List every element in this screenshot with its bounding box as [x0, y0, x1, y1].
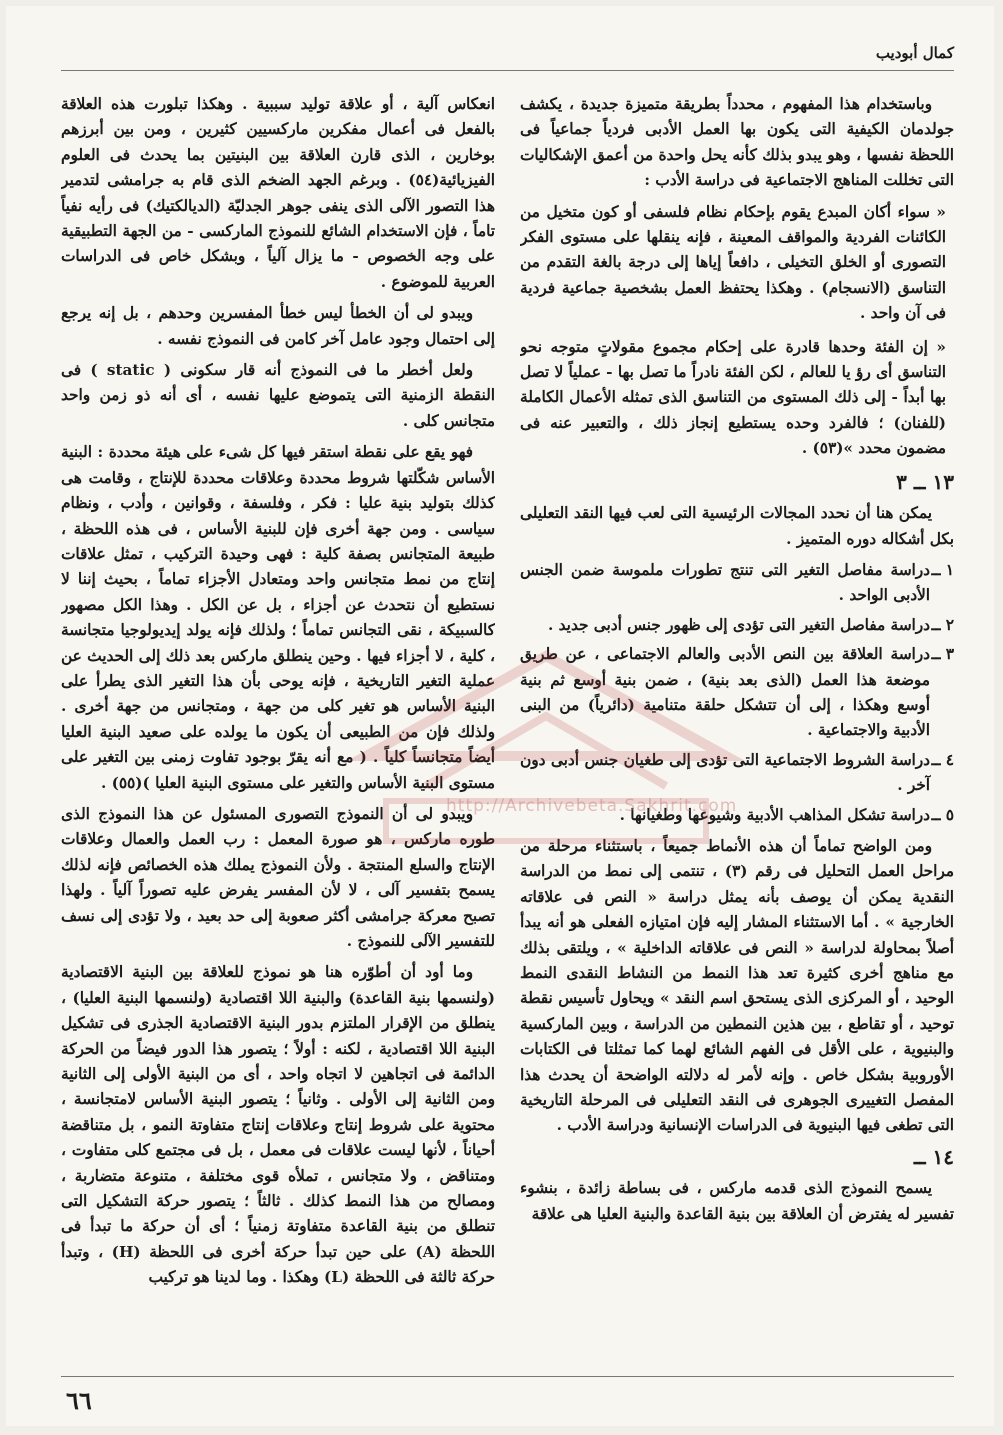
paragraph: ويبدو لى أن الخطأ ليس خطأ المفسرين وحدهم ، بل إنه يرجع إلى احتمال وجود عامل آخر كامن فى النموذج نفسه . [61, 304, 495, 348]
header-divider [61, 70, 954, 71]
paragraph: فهو يقع على نقطة استقر فيها كل شىء على هيئة محددة : البنية الأساس شكّلتها شروط محددة وعلاقات محددة للإنتاج ، وقامت هى كذلك بتوليد بنية عليا : فكر ، وفلسفة ، وقوانين ، وأدب ، ونظام سياسى . ومن جهة أخرى فإن للبنية الأساس ، فى هذه اللحظة ، طبيعة المتجانس بصفة كلية : فهى وحيدة التركيب ، تمثل علاقات إنتاج من نمط متجانس واحد ومتعادل الأجزاء تماماً ، بحيث إننا لا نستطيع أن نتحدث عن أجزاء ، بل عن الكل . وهذا الكل مصهور كالسبيكة ، نقى التجانس تماماً ؛ ولذلك فإنه يولد إيديولوجيا متجانسة ، كلية ، لا أجزاء فيها . وحين ينطلق ماركس بعد ذلك إلى الحديث عن عملية التغير التاريخية ، فإنه يوحى بأن هذا التغير الذى يطرأ على البنية الأساس هو تغير كلى من جهة ، ومتجانس من جهة أخرى . ولذلك فإن من الطبيعى أن يكون ما يولده على صعيد البنية العليا أيضاً متجانساً كلياً . ( مع أنه يقرّ بوجود تفاوت زمنى بين التغير على مستوى البنية الأساس والتغير على مستوى البنية العليا )(٥٥) . [61, 443, 495, 792]
paragraph: انعكاس آلية ، أو علاقة توليد سببية . وهكذا تبلورت هذه العلاقة بالفعل فى أعمال مفكرين ماركسيين كثيرين ، ومن بين أبرزهم بوخارين ، الذى قارن العلاقة بين البنيتين بما يحدث فى العلوم الفيزيائية(٥٤) . وبرغم الجهد الضخم الذى قام به جرامشى لتدمير هذا التصور الآلى الذى ينفى جوهر الجدليّة (الديالكتيك) فى رأيه نفياً تاماً ، فإن الاستخدام الشائع للنموذج الماركسى - من الجهة التطبيقية على وجه الخصوص - ما يزال آلياً ، وبشكل خاص فى الدراسات العربية للموضوع . [61, 95, 495, 291]
page-number: ٦٦ [66, 1386, 92, 1415]
right-column [520, 92, 954, 1362]
paragraph: ويبدو لى أن النموذج التصورى المسئول عن هذا النموذج الذى طوره ماركس ، هو صورة المعمل : رب العمل والعمال وعلاقات الإنتاج والسلع المنتجة . ولأن النموذج يملك هذه الخصائص فإنه لذلك يسمح بتفسير آلى ، لا لأن المفسر يفرض عليه تصوراً آلياً . ولهذا تصبح معركة جرامشى أكثر صعوبة إلى حد بعيد ، ولا تؤدى إلى نسف للتفسير الآلى للنموذج . [61, 804, 495, 950]
section-heading: ١٤ ــ [913, 1144, 954, 1169]
list-text: دراسة العلاقة بين النص الأدبى والعالم الاجتماعى ، عن طريق موضعة هذا العمل (الذى بعد بنية) ، ضمن بنية أوسع ثم بنية أوسع وهكذا ، إلى أن تتشكل حلقة متنامية (دائرياً) من البنى الأدبية والاجتماعية . [520, 645, 930, 740]
list-item [520, 642, 954, 744]
paragraph: ومن الواضح تماماً أن هذه الأنماط جميعاً ، باستثناء مرحلة من مراحل العمل التحليل فى رقم (٣) ، تنتمى إلى نمط من الدراسة النقدية يمكن أن يوصف بأنه يمثل دراسة « النص فى علاقاته الخارجية » . أما الاستثناء المشار إليه فإن امتيازه الفعلى هو أنه يبدأ أصلاً بمحاولة لدراسة « النص فى علاقاته الداخلية » ، ويلتقى بذلك مع مناهج أخرى كثيرة تعد هذا النمط من النشاط النقدى النمط الوحيد ، أو المركزى الذى يستحق اسم النقد » ويحاول تأسيس نقطة توحيد ، أو تقاطع ، بين هذين النمطين من الدراسة ، وبين الماركسية والبنيوية ، على الأقل فى الفهم الشائع لهما كما تمثلتا فى الكتابات الأوروبية بشكل خاص . وإنه لأمر له دلالته الواضحة أن يحدث هذا المفصل التغييرى الجوهرى فى النقد التعليلى فى المرحلة التاريخية التى تطغى فيها البنيوية فى الدراسات الإنسانية ودراسة الأدب . [520, 836, 954, 1135]
left-column [61, 92, 495, 1362]
block-quote: « إن الفئة وحدها قادرة على إحكام مجموع مقولاتٍ متوجه نحو التناسق أى رؤ يا للعالم ، لكن الفئة نادراً ما تصل بها - عملياً لا تصل بها أبداً - إلى ذلك المستوى من التناسق الذى تمثله الأعمال الكاملة (للفنان) ؛ فالفرد وحده يستطيع إنجاز ذلك ، والتعبير عنه فى مضمون محدد »(٥٣) . [520, 337, 946, 458]
paragraph: وما أود أن أطوّره هنا هو نموذج للعلاقة بين البنية الاقتصادية (ولنسمها بنية القاعدة) والبنية اللا اقتصادية (ولنسمها البنية العليا) ، ينطلق من الإقرار الملتزم بدور البنية الاقتصادية الجذرى فى تشكيل البنية اللا اقتصادية ، لكنه : أولاً ؛ يتصور هذا الدور فيضاً من الحركة الدائمة فى اتجاهين لا اتجاه واحد ، أى من البنية الأولى إلى الثانية ومن الثانية إلى الأولى . وثانياً ؛ يتصور البنية الأساس لامتجانسة ، محتوية على شروط إنتاج وعلاقات إنتاج متفاوتة النمو ، بل متناقضة أحياناً ، لأنها ليست علاقات فى معمل ، بل فى مجتمع كلى متفاوت ، ومتناقض ، ولا متجانس ، تملأه قوى مختلفة ، متنوعة متضاربة ، ومصالح من هذا النمط كذلك . ثالثاً ؛ يتصور حركة التشكيل التى تنطلق من بنية القاعدة متفاوتة زمنياً ؛ أى أن حركة ما تبدأ فى اللحظة (A) على حين تبدأ حركة أخرى فى اللحظة (H) ، وتبدأ حركة ثالثة فى اللحظة (L) وهكذا . وما لدينا هو تركيب [61, 963, 495, 1287]
list-text: دراسة تشكل المذاهب الأدبية وشيوعها وطغيانها . [619, 805, 930, 824]
list-number: ١ ــ [931, 560, 954, 579]
numbered-list [520, 558, 954, 828]
list-number: ٢ ــ [931, 615, 954, 634]
list-text: دراسة مفاصل التغير التى تؤدى إلى ظهور جنس أدبى جديد . [548, 615, 930, 634]
list-text: دراسة الشروط الاجتماعية التى تؤدى إلى طغيان جنس أدبى دون آخر . [520, 750, 930, 795]
paragraph: وباستخدام هذا المفهوم ، محدداً بطريقة متميزة جديدة ، يكشف جولدمان الكيفية التى يكون بها العمل الأدبى فردياً جماعياً فى اللحظة نفسها ، وهو يبدو بذلك كأنه يحل واحدة من أعمق الإشكاليات التى تخللت المناهج الاجتماعية فى دراسة الأدب : [520, 95, 954, 190]
footer-divider [61, 1376, 954, 1377]
paragraph: يمكن هنا أن نحدد المجالات الرئيسية التى لعب فيها النقد التعليلى بكل أشكاله دوره المتميز . [520, 504, 954, 548]
running-head-author: كمال أبوديب [875, 44, 954, 62]
paragraph: يسمح النموذج الذى قدمه ماركس ، فى بساطة زائدة ، بنشوء تفسير له يفترض أن العلاقة بين بنية القاعدة والبنية العليا هى علاقة [520, 1179, 954, 1223]
list-number: ٥ ــ [931, 805, 954, 824]
page [6, 6, 994, 1426]
list-number: ٤ ــ [931, 750, 954, 769]
watermark-url: http://Archivebeta.Sakhrit.com [446, 796, 738, 816]
paragraph: ولعل أخطر ما فى النموذج أنه قار سكونى ( static ) فى النقطة الزمنية التى يتموضع عليها نفسه ، أى أنه ذو زمن واحد متجانس كلى . [61, 361, 495, 430]
block-quote: « سواء أكان المبدع يقوم بإحكام نظام فلسفى أو كون متخيل من الكائنات الفردية والمواقف المعينة ، فإنه ينقلها على مستوى الفكر التصورى أو الخلق التخيلى ، دافعاً إياها إلى درجة بالغة التقدم من التناسق (الانسجام) . وهكذا يحتفظ العمل بشخصية جماعية فردية فى آن واحد . [520, 202, 946, 323]
list-item [520, 558, 954, 609]
list-item [520, 613, 954, 638]
section-heading: ١٣ ــ ٣ [896, 469, 954, 494]
list-item [520, 748, 954, 799]
list-text: دراسة مفاصل التغير التى تنتج تطورات ملموسة ضمن الجنس الأدبى الواحد . [520, 560, 930, 605]
list-number: ٣ ــ [931, 645, 954, 664]
